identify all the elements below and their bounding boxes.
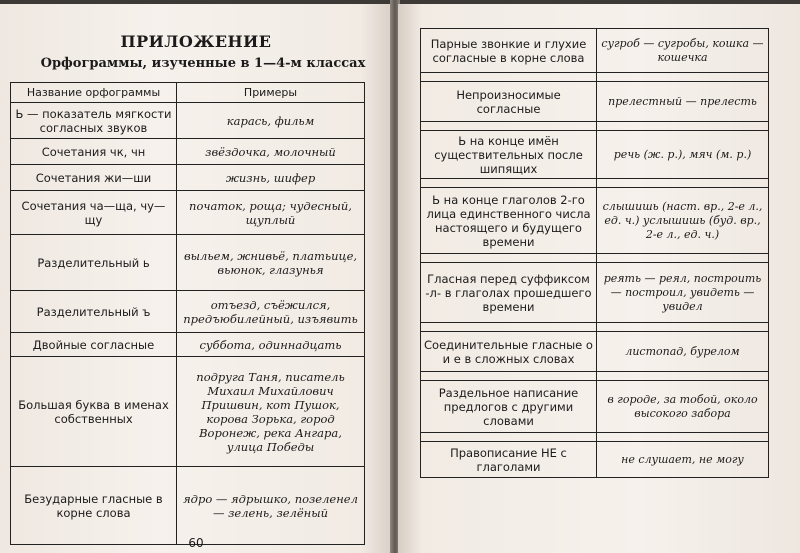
page-title: ПРИЛОЖЕНИЕ (120, 32, 272, 51)
left-page (0, 4, 392, 553)
rule-cell: Парные звонкие и глухие согласные в корне слова (421, 29, 597, 73)
table-row (421, 442, 769, 478)
row-spacer (421, 254, 769, 263)
table-row (11, 191, 365, 235)
rule-cell: Правописание НЕ с глаголами (421, 442, 597, 478)
right-page (398, 4, 800, 553)
table-row (421, 29, 769, 73)
examples-cell: выльем, жнивьё, платьице, вьюнок, глазунья (177, 235, 365, 291)
column-header-examples: Примеры (177, 83, 365, 103)
table-row (421, 332, 769, 372)
row-spacer (421, 372, 769, 381)
rule-cell: Гласная перед суффиксом -л- в глаголах прошедшего времени (421, 263, 597, 323)
table-row (11, 291, 365, 333)
examples-cell: речь (ж. р.), мяч (м. р.) (597, 131, 769, 179)
rule-cell: Разделительный ъ (11, 291, 177, 333)
row-spacer (421, 323, 769, 332)
rule-cell: Соединительные гласные о и е в сложных словах (421, 332, 597, 372)
row-spacer (421, 122, 769, 131)
table-row (11, 235, 365, 291)
rule-cell: Большая буква в именах собственных (11, 357, 177, 467)
rule-cell: Сочетания жи—ши (11, 165, 177, 191)
examples-cell: карась, фильм (177, 103, 365, 139)
table-row (11, 333, 365, 357)
examples-cell: реять — реял, построить — построил, увидеть — увидел (597, 263, 769, 323)
examples-cell: листопад, бурелом (597, 332, 769, 372)
examples-cell: початок, роща; чудесный, щуплый (177, 191, 365, 235)
table-row (11, 139, 365, 165)
table-row (11, 357, 365, 467)
rule-cell: Ь на конце глаголов 2-го лица единственного числа настоящего и будущего времени (421, 188, 597, 254)
examples-cell: сугроб — сугробы, кошка — кошечка (597, 29, 769, 73)
rule-cell: Сочетания чк, чн (11, 139, 177, 165)
examples-cell: суббота, одиннадцать (177, 333, 365, 357)
page-number: 60 (188, 536, 204, 550)
examples-cell: прелестный — прелесть (597, 82, 769, 122)
examples-cell: отъезд, съёжился, предъюбилейный, изъявить (177, 291, 365, 333)
spelling-table-left (10, 82, 365, 545)
column-header-rule: Название орфограммы (11, 83, 177, 103)
rule-cell: Двойные согласные (11, 333, 177, 357)
rule-cell: Ь — показатель мягкости согласных звуков (11, 103, 177, 139)
rule-cell: Безударные гласные в корне слова (11, 467, 177, 545)
rule-cell: Разделительный ь (11, 235, 177, 291)
page-subtitle: Орфограммы, изученные в 1—4-м классах (40, 56, 366, 71)
row-spacer (421, 73, 769, 82)
rule-cell: Непроизносимые согласные (421, 82, 597, 122)
table-row (11, 467, 365, 545)
table-row (421, 131, 769, 179)
examples-cell: в городе, за тобой, около высокого забора (597, 381, 769, 433)
row-spacer (421, 433, 769, 442)
table-header-row (11, 83, 365, 103)
examples-cell: ядро — ядрышко, позеленел — зелень, зелёный (177, 467, 365, 545)
spelling-table-right (420, 28, 769, 478)
rule-cell: Раздельное написание предлогов с другими словами (421, 381, 597, 433)
table-row (421, 381, 769, 433)
table-row (421, 188, 769, 254)
table-row (11, 103, 365, 139)
examples-cell: жизнь, шифер (177, 165, 365, 191)
examples-cell: подруга Таня, писатель Михаил Михайлович Пришвин, кот Пушок, корова Зорька, город Воронеж, река Ангара, улица Победы (177, 357, 365, 467)
table-row (421, 82, 769, 122)
examples-cell: звёздочка, молочный (177, 139, 365, 165)
table-row (421, 263, 769, 323)
table-row (11, 165, 365, 191)
rule-cell: Сочетания ча—ща, чу—щу (11, 191, 177, 235)
row-spacer (421, 179, 769, 188)
rule-cell: Ь на конце имён существительных после шипящих (421, 131, 597, 179)
examples-cell: не слушает, не могу (597, 442, 769, 478)
examples-cell: слышишь (наст. вр., 2-е л., ед. ч.) услышишь (буд. вр., 2-е л., ед. ч.) (597, 188, 769, 254)
